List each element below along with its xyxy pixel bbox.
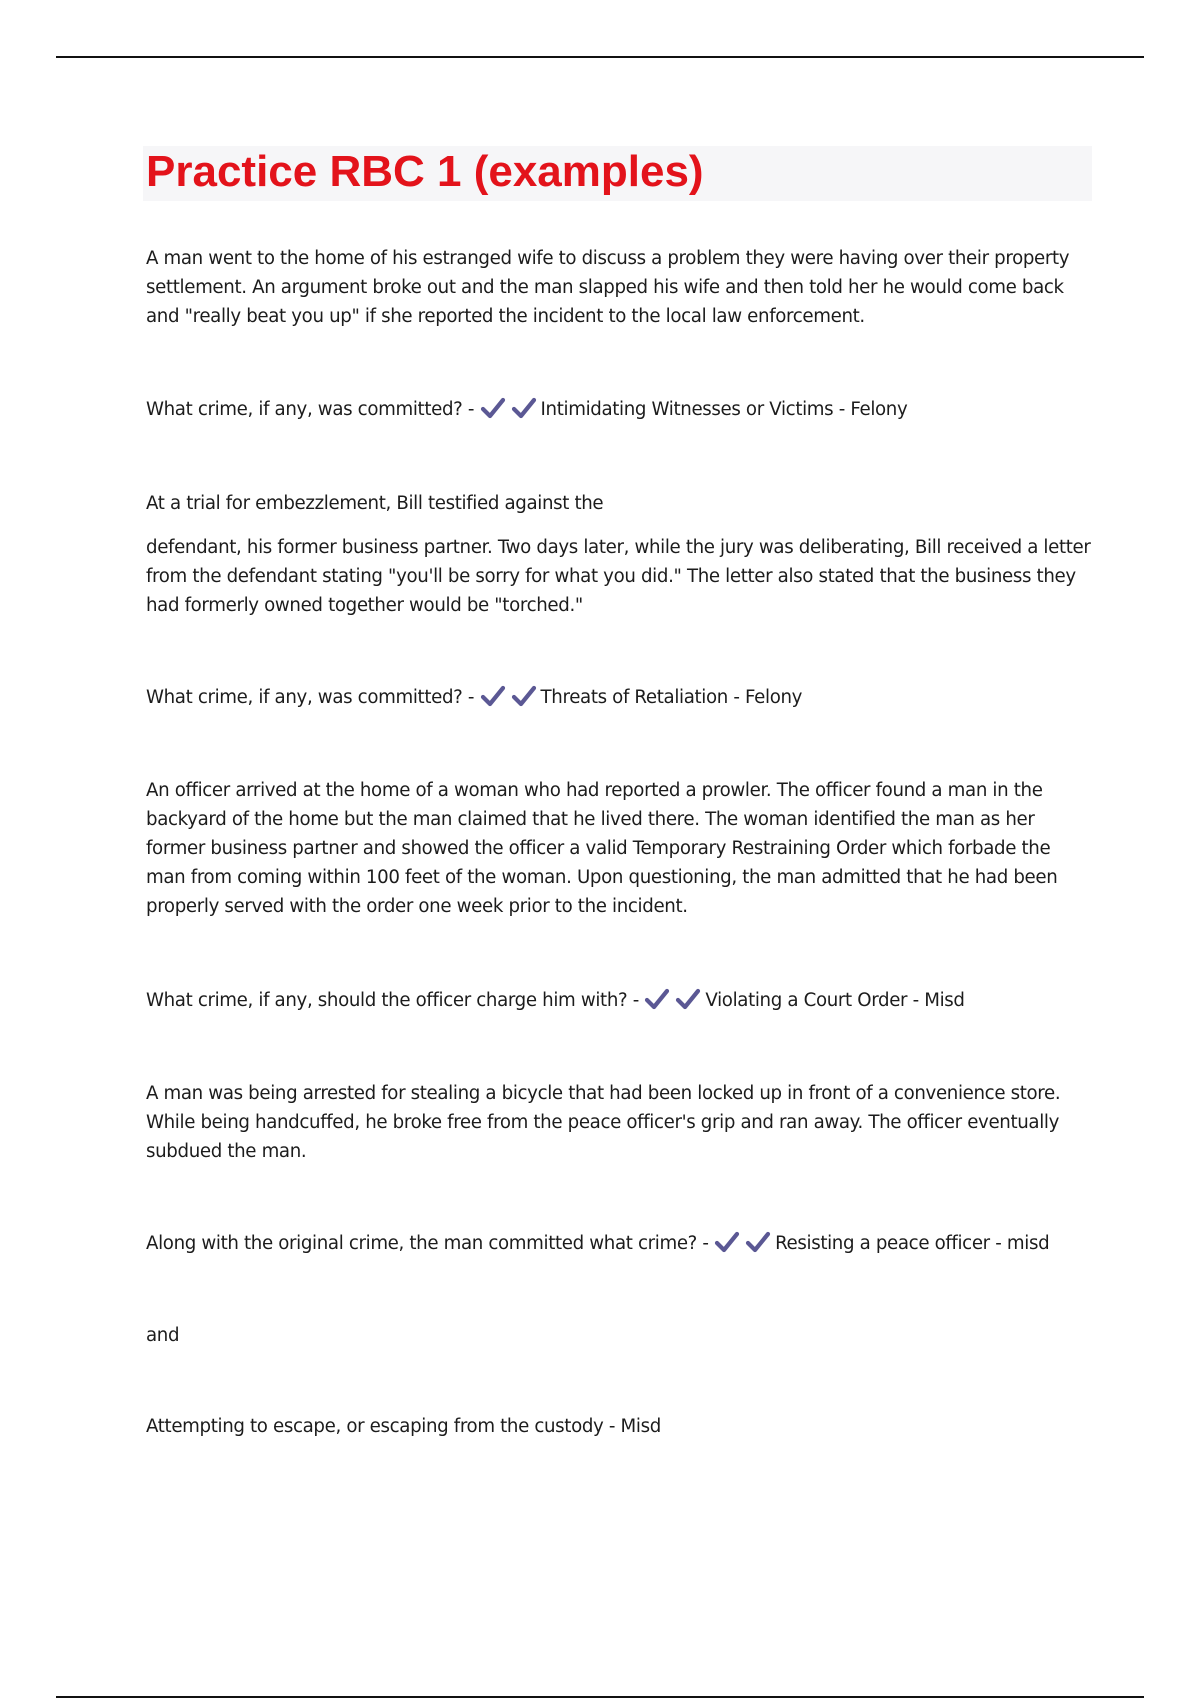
check-icon (511, 397, 537, 419)
check-icon (745, 1231, 771, 1253)
qa-4 (146, 1229, 1092, 1258)
scenario-1: A man went to the home of his estranged wife to discuss a problem they were having over their property settlement. An argument broke out and the man slapped his wife and then told her he would come back and "really beat you up" if she reported the incident to the local law enforcement. (146, 248, 1070, 327)
check-icon (644, 988, 670, 1010)
qa-3 (146, 986, 1092, 1015)
check-icon (675, 988, 701, 1010)
answer-1: Intimidating Witnesses or Victims - Felony (540, 399, 908, 420)
answer-4: Resisting a peace officer - misd (775, 1233, 1050, 1254)
check-icon (480, 397, 506, 419)
connector-and: and (146, 1325, 180, 1346)
qa-1 (146, 395, 1092, 424)
check-icon (511, 685, 537, 707)
page-title: Practice RBC 1 (examples) (146, 147, 704, 196)
bottom-rule (56, 1696, 1144, 1698)
check-icon (714, 1231, 740, 1253)
question-2: What crime, if any, was committed? - (146, 687, 475, 708)
check-icon (480, 685, 506, 707)
scenario-4: A man was being arrested for stealing a bicycle that had been locked up in front of a convenience store. While being handcuffed, he broke free from the peace officer's grip and ran away. The officer eventually subdued the man. (146, 1083, 1061, 1162)
scenario-3: An officer arrived at the home of a woman who had reported a prowler. The officer found a man in the backyard of the home but the man claimed that he lived there. The woman identified the man as her former business partner and showed the officer a valid Temporary Restraining Order which forbade the man from coming within 100 feet of the woman. Upon questioning, the man admitted that he had been properly served with the order one week prior to the incident. (146, 780, 1058, 917)
top-rule (56, 56, 1144, 58)
answer-3: Violating a Court Order - Misd (705, 990, 965, 1011)
answer-4-extra: Attempting to escape, or escaping from the custody - Misd (146, 1416, 661, 1437)
question-4: Along with the original crime, the man committed what crime? - (146, 1233, 709, 1254)
answer-2: Threats of Retaliation - Felony (540, 687, 803, 708)
question-1: What crime, if any, was committed? - (146, 399, 475, 420)
question-3: What crime, if any, should the officer charge him with? - (146, 990, 639, 1011)
scenario-2-lead: At a trial for embezzlement, Bill testified against the (146, 493, 604, 514)
scenario-2: defendant, his former business partner. Two days later, while the jury was deliberating, Bill received a letter from the defendant stating "you'll be sorry for what you did." The letter also stated that the business they had formerly owned together would be "torched." (146, 537, 1091, 616)
qa-2 (146, 683, 1092, 712)
